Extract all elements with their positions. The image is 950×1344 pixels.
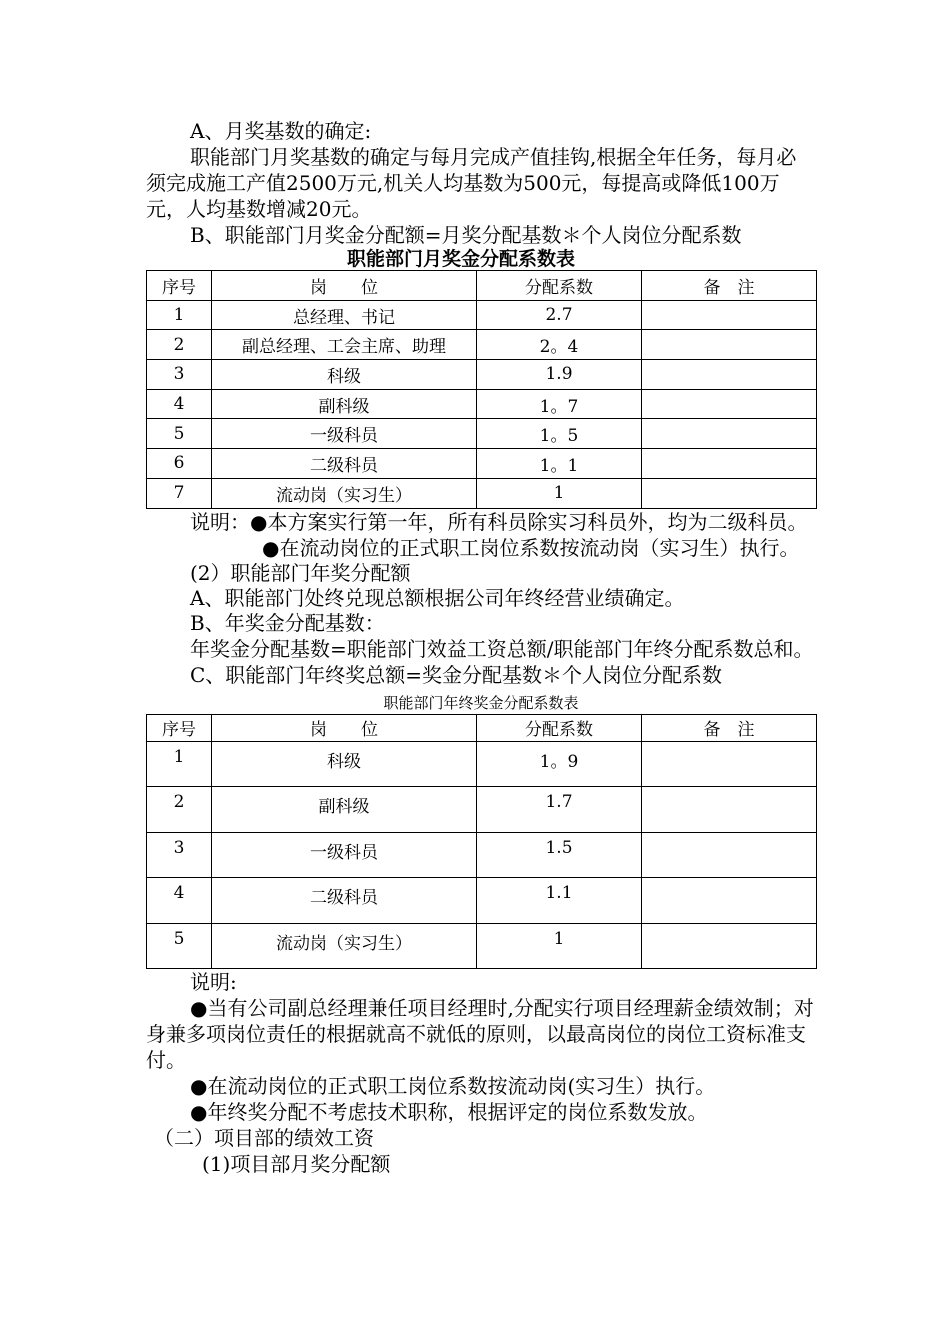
table-row xyxy=(147,419,817,449)
cell-position: 二级科员 xyxy=(212,449,477,479)
table-row xyxy=(147,360,817,390)
cell-index: 4 xyxy=(147,878,212,924)
cell-index: 5 xyxy=(147,419,212,449)
document-page xyxy=(146,118,816,1177)
cell-coefficient: 1.7 xyxy=(477,787,642,833)
cell-position: 副总经理、工会主席、助理 xyxy=(212,330,477,360)
cell-coefficient: 1。5 xyxy=(477,419,642,449)
cell-index: 7 xyxy=(147,478,212,508)
cell-index: 2 xyxy=(147,330,212,360)
cell-index: 1 xyxy=(147,300,212,330)
header-index: 序号 xyxy=(147,271,212,301)
table-row xyxy=(147,478,817,508)
cell-remark xyxy=(642,330,817,360)
cell-coefficient: 1.5 xyxy=(477,832,642,878)
table-row xyxy=(147,832,817,878)
cell-remark xyxy=(642,300,817,330)
cell-position: 副科级 xyxy=(212,389,477,419)
cell-index: 4 xyxy=(147,389,212,419)
cell-remark xyxy=(642,419,817,449)
paragraph-a-body: 职能部门月奖基数的确定与每月完成产值挂钩,根据全年任务，每月必须完成施工产值2500万元,机关人均基数为500元，每提高或降低100万元，人均基数增减20元。 xyxy=(146,145,797,221)
cell-index: 5 xyxy=(147,923,212,969)
header-index: 序号 xyxy=(147,714,212,741)
cell-position: 副科级 xyxy=(212,787,477,833)
paragraph-b-formula: B、职能部门月奖金分配额=月奖分配基数＊个人岗位分配系数 xyxy=(190,223,742,247)
section-annual-bonus-heading: (2）职能部门年奖分配额 xyxy=(190,560,411,585)
note-floating-post-annual: ●在流动岗位的正式职工岗位系数按流动岗(实习生）执行。 xyxy=(190,1074,716,1099)
cell-coefficient: 1.1 xyxy=(477,878,642,924)
cell-position: 科级 xyxy=(212,360,477,390)
cell-remark xyxy=(642,741,817,787)
section-project-heading: （二）项目部的绩效工资 xyxy=(154,1126,374,1151)
cell-remark xyxy=(642,923,817,969)
paragraph-annual-total: A、职能部门处终兑现总额根据公司年终经营业绩确定。 xyxy=(190,585,685,610)
cell-coefficient: 2。4 xyxy=(477,330,642,360)
table-header-row xyxy=(147,714,817,741)
table-row xyxy=(147,449,817,479)
section-project-monthly-heading: (1)项目部月奖分配额 xyxy=(202,1152,391,1177)
cell-coefficient: 1。7 xyxy=(477,389,642,419)
note-technical-title: ●年终奖分配不考虑技术职称，根据评定的岗位系数发放。 xyxy=(190,1100,708,1125)
table-row xyxy=(147,300,817,330)
table-header-row xyxy=(147,271,817,301)
header-coefficient: 分配系数 xyxy=(477,714,642,741)
cell-position: 一级科员 xyxy=(212,419,477,449)
table-row xyxy=(147,389,817,419)
cell-position: 流动岗（实习生） xyxy=(212,478,477,508)
table-row xyxy=(147,741,817,787)
cell-remark xyxy=(642,360,817,390)
cell-coefficient: 1 xyxy=(477,923,642,969)
cell-index: 1 xyxy=(147,741,212,787)
cell-remark xyxy=(642,787,817,833)
cell-coefficient: 1 xyxy=(477,478,642,508)
cell-position: 科级 xyxy=(212,741,477,787)
cell-position: 流动岗（实习生） xyxy=(212,923,477,969)
cell-index: 2 xyxy=(147,787,212,833)
header-position: 岗 位 xyxy=(212,714,477,741)
cell-remark xyxy=(642,478,817,508)
note-first-year: 说明：●本方案实行第一年，所有科员除实习科员外，均为二级科员。 xyxy=(190,509,808,534)
table-row xyxy=(147,787,817,833)
cell-index: 6 xyxy=(147,449,212,479)
note-floating-post: ●在流动岗位的正式职工岗位系数按流动岗（实习生）执行。 xyxy=(262,535,800,560)
header-coefficient: 分配系数 xyxy=(477,271,642,301)
cell-coefficient: 2.7 xyxy=(477,300,642,330)
cell-remark xyxy=(642,878,817,924)
cell-coefficient: 1。1 xyxy=(477,449,642,479)
cell-position: 一级科员 xyxy=(212,832,477,878)
cell-index: 3 xyxy=(147,360,212,390)
cell-index: 3 xyxy=(147,832,212,878)
cell-remark xyxy=(642,449,817,479)
table-row xyxy=(147,878,817,924)
cell-coefficient: 1。9 xyxy=(477,741,642,787)
cell-remark xyxy=(642,389,817,419)
cell-coefficient: 1.9 xyxy=(477,360,642,390)
table-row xyxy=(147,330,817,360)
paragraph-annual-base-heading: B、年奖金分配基数： xyxy=(190,610,385,635)
table1-title: 职能部门月奖金分配系数表 xyxy=(346,248,575,270)
cell-position: 二级科员 xyxy=(212,878,477,924)
header-remark: 备 注 xyxy=(642,271,817,301)
cell-position: 总经理、书记 xyxy=(212,300,477,330)
header-position: 岗 位 xyxy=(212,271,477,301)
header-remark: 备 注 xyxy=(642,714,817,741)
note-deputy-manager: ●当有公司副总经理兼任项目经理时,分配实行项目经理薪金绩效制；对身兼多项岗位责任的根据就高不就低的原则，以最高岗位的岗位工资标准支付。 xyxy=(146,996,814,1073)
paragraph-annual-total-formula: C、职能部门年终奖总额=奖金分配基数＊个人岗位分配系数 xyxy=(190,662,723,687)
cell-remark xyxy=(642,832,817,878)
paragraph-a-heading: A、月奖基数的确定: xyxy=(190,119,372,143)
table2-title: 职能部门年终奖金分配系数表 xyxy=(383,693,579,712)
note-label: 说明: xyxy=(190,970,237,995)
table-row xyxy=(147,923,817,969)
monthly-coefficient-table xyxy=(146,270,817,509)
paragraph-annual-base-formula: 年奖金分配基数=职能部门效益工资总额/职能部门年终分配系数总和。 xyxy=(190,636,814,661)
annual-coefficient-table xyxy=(146,714,817,970)
